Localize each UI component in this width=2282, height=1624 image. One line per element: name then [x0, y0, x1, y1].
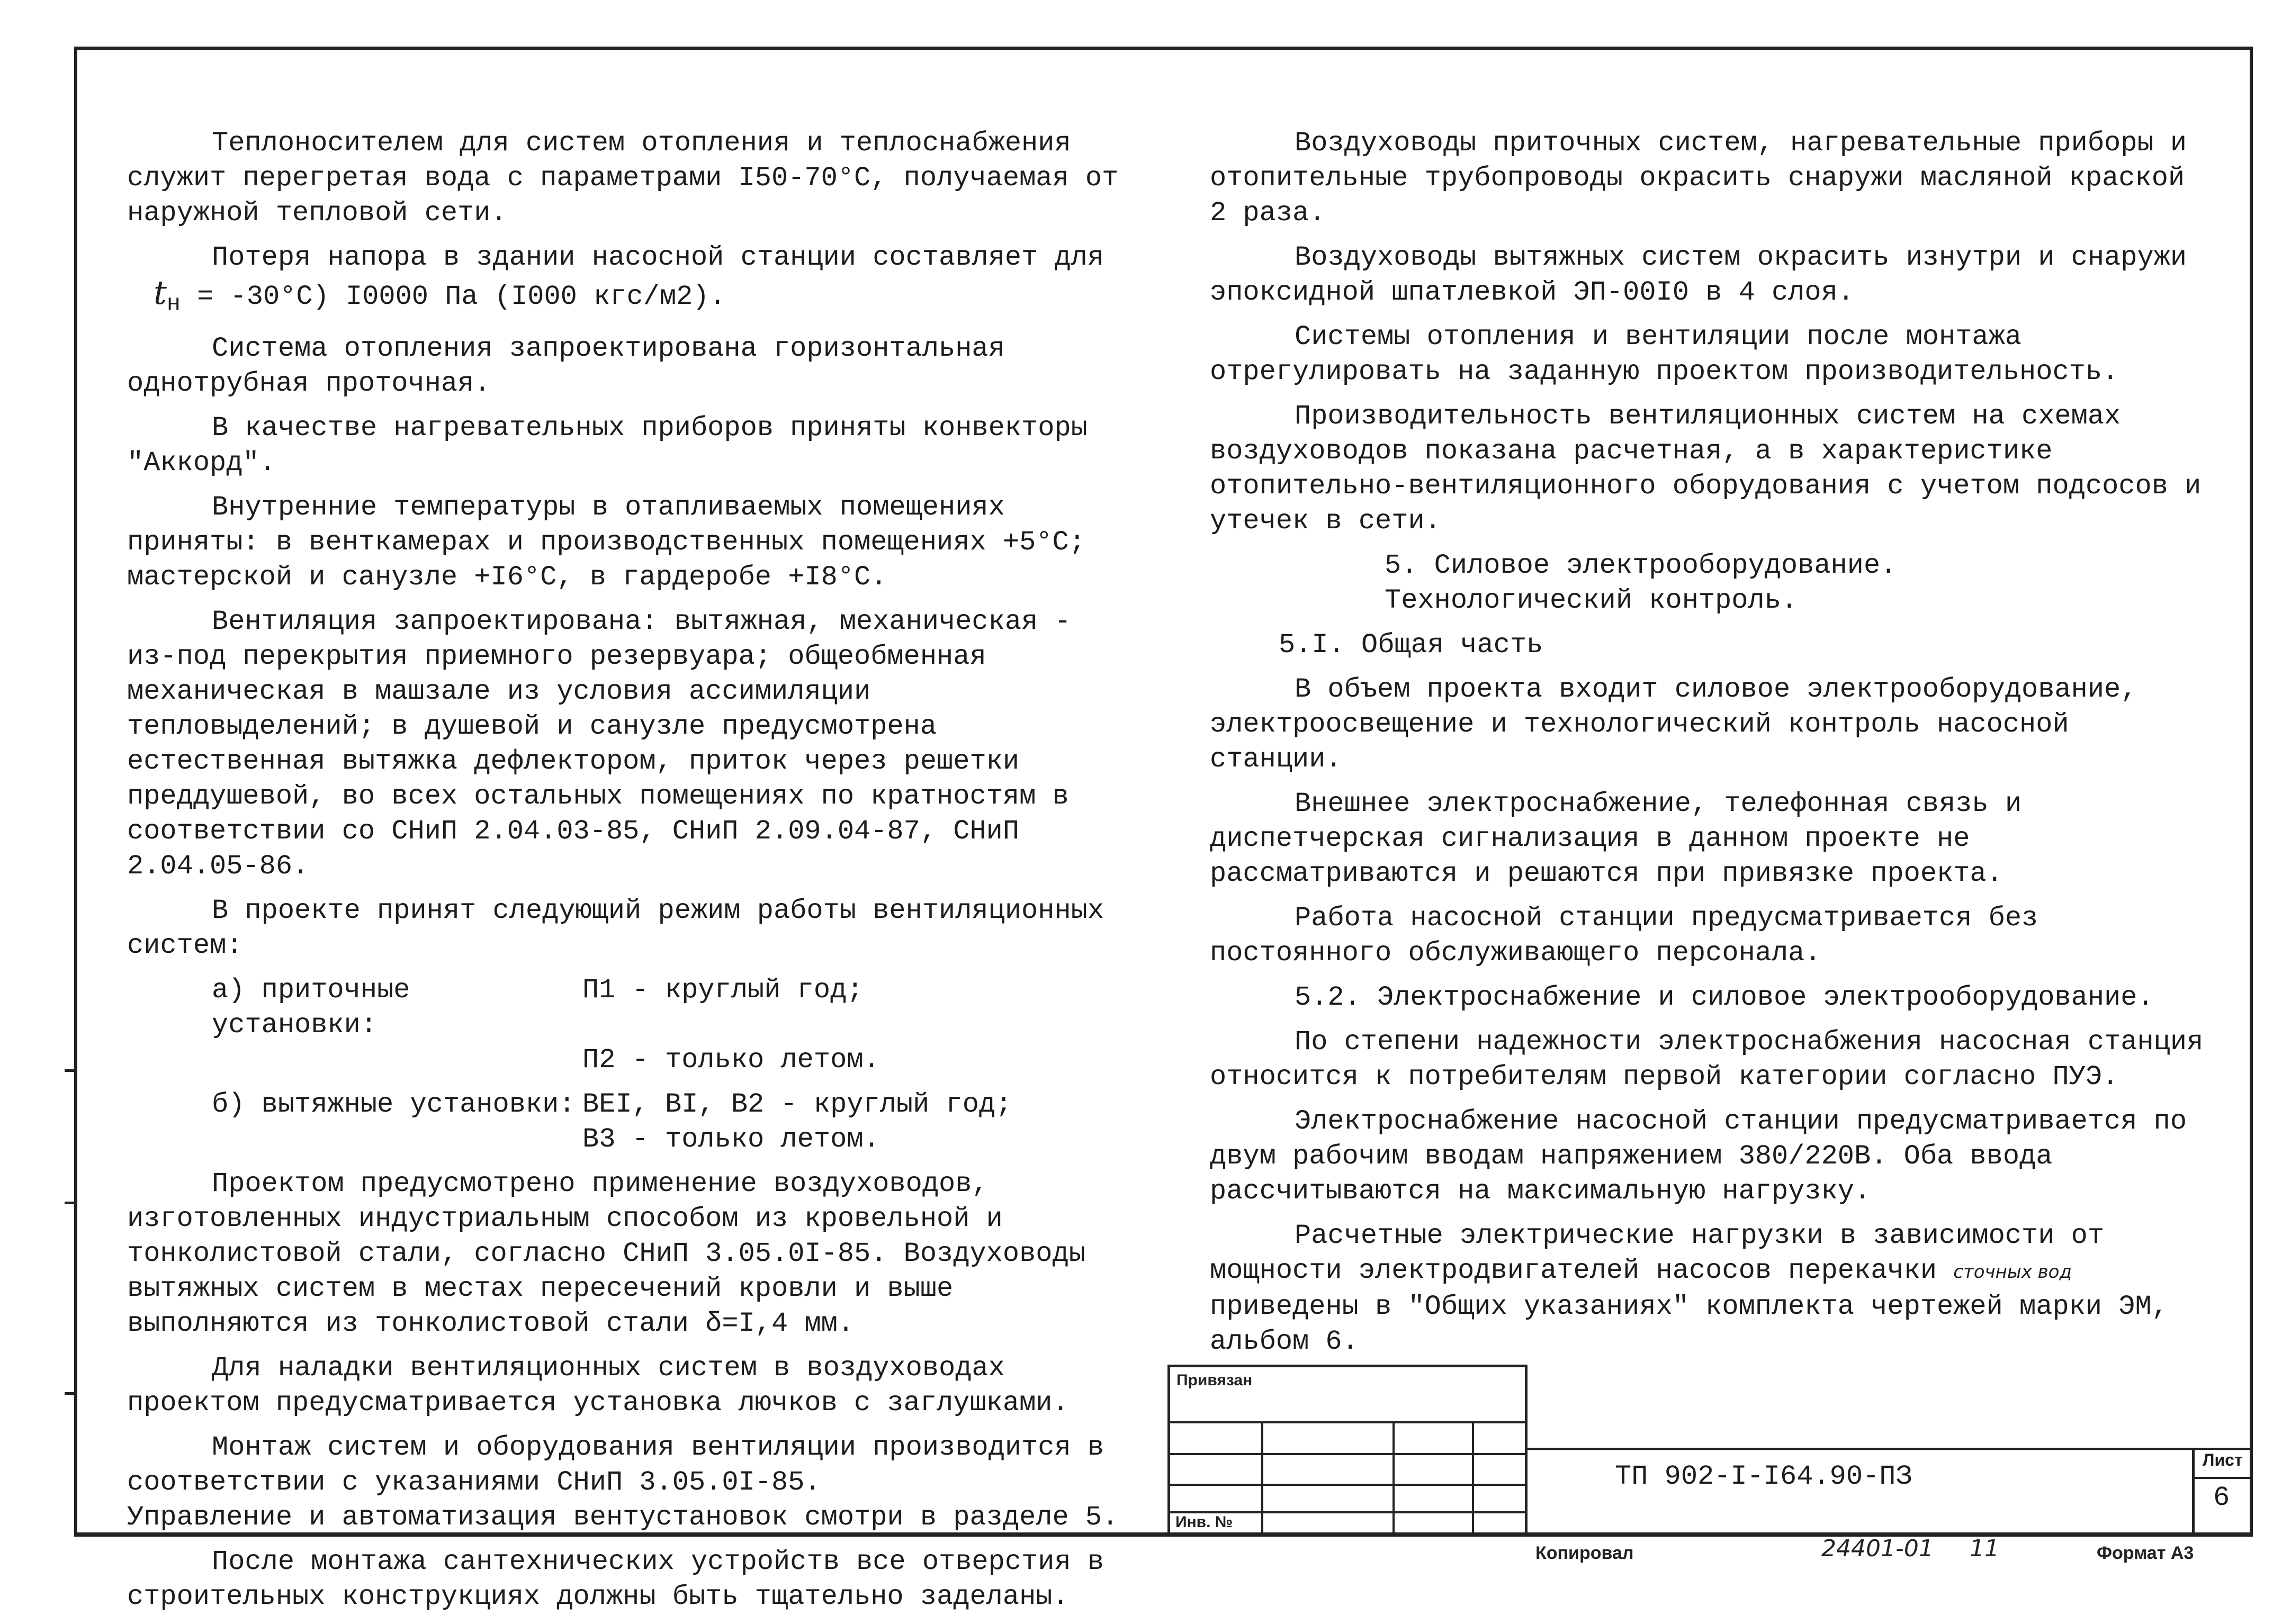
- paragraph: Работа насосной станции предусматривается без постоянного обслуживающего персонала.: [1210, 903, 2038, 969]
- list-item: П1 - круглый год;: [582, 975, 864, 1006]
- list-item: ВЕI, ВI, В2 - круглый год;: [582, 1089, 1012, 1121]
- paragraph-text: Расчетные электрические нагрузки в зависимости от мощности электродвигателей насосов перекачки: [1210, 1220, 2105, 1286]
- title-block-line: [1525, 1448, 2253, 1450]
- t-subscript: н: [166, 291, 181, 318]
- stamp-line: [1392, 1421, 1395, 1534]
- paragraph-line: Потеря напора в здании насосной станции составляет для: [212, 242, 1104, 273]
- paragraph: [1210, 1219, 2205, 1359]
- paragraph: Система отопления запроектирована горизонтальная однотрубная проточная.: [127, 333, 1005, 400]
- paragraph: Вентиляция запроектирована: вытяжная, механическая - из-под перекрытия приемного резервуара; общеобменная механическая в машзале из условия ассимиляции тепловыделений; в душевой и санузле предусмотрена естественная вытяжка дефлектором, приток через решетки преддушевой, во всех остальных помещениях по кратностям в соответствии со СНиП 2.04.03-85, СНиП 2.09.04-87, СНиП 2.04.05-86.: [127, 606, 1071, 882]
- margin-tick: [65, 1392, 75, 1395]
- sheet-label: Лист: [2203, 1450, 2243, 1469]
- left-column: [127, 126, 1133, 1624]
- list-label: а) приточные установки:: [212, 975, 410, 1041]
- section-heading: 5. Силовое электрооборудование.: [1385, 550, 1897, 581]
- supply-units-list: [212, 973, 1133, 1078]
- paragraph: Теплоносителем для систем отопления и теплоснабжения служит перегретая вода с параметрами I50-70°С, получаемая от наружной тепловой сети.: [127, 128, 1119, 229]
- margin-tick: [65, 1202, 75, 1204]
- handwritten-note: сточных вод: [1953, 1261, 2072, 1283]
- paragraph: В объем проекта входит силовое электрооборудование, электроосвещение и технологический контроль насосной станции.: [1210, 674, 2137, 775]
- paragraph: Внутренние температуры в отапливаемых помещениях приняты: в венткамерах и производственных помещениях +5°С; мастерской и санузле +I6°С, в гардеробе +I8°С.: [127, 492, 1085, 593]
- stamp-line: [1472, 1421, 1474, 1534]
- paragraph-text: приведены в "Общих указаниях" комплекта чертежей марки ЭМ, альбом 6.: [1210, 1291, 2168, 1357]
- stamp-bound-label: Привязан: [1176, 1372, 1253, 1389]
- paragraph: Воздуховоды приточных систем, нагревательные приборы и отопительные трубопроводы окрасить снаружи масляной краской 2 раза.: [1210, 128, 2187, 229]
- format-label: Формат А3: [2097, 1543, 2194, 1563]
- paragraph: По степени надежности электроснабжения насосная станция относится к потребителям первой категории согласно ПУЭ.: [1210, 1026, 2204, 1093]
- subsection-heading: 5.I. Общая часть: [1279, 629, 1543, 661]
- paragraph: Внешнее электроснабжение, телефонная связь и диспетчерская сигнализация в данном проекте не рассматриваются и решаются при привязке проекта.: [1210, 788, 2022, 889]
- paragraph: Управление и автоматизация вентустановок смотри в разделе 5.: [127, 1502, 1119, 1533]
- sheet-number: 6: [2213, 1482, 2230, 1513]
- approval-stamp: [1167, 1365, 1528, 1537]
- stamp-inventory-label: Инв. №: [1175, 1513, 1233, 1531]
- copied-label: Копировал: [1535, 1543, 1634, 1563]
- stamp-line: [1261, 1421, 1263, 1534]
- list-item: В3 - только летом.: [582, 1124, 880, 1156]
- handwritten-number: 11: [1970, 1535, 1999, 1562]
- t-symbol: t: [154, 273, 167, 312]
- list-item: П2 - только летом.: [582, 1044, 880, 1076]
- paragraph: В проекте принят следующий режим работы вентиляционных систем:: [127, 895, 1104, 962]
- document-code: ТП 902-I-I64.90-ПЗ: [1615, 1461, 1912, 1492]
- margin-tick: [65, 1069, 75, 1072]
- title-block-line: [2192, 1477, 2253, 1479]
- formula: [154, 273, 726, 318]
- right-column: [1210, 126, 2205, 1369]
- paragraph: После монтажа сантехнических устройств все отверстия в строительных конструкциях должны быть тщательно заделаны.: [127, 1546, 1104, 1613]
- paragraph: Проектом предусмотрено применение воздуховодов, изготовленных индустриальным способом из кровельной и тонколистовой стали, согласно СНиП 3.05.0I-85. Воздуховоды вытяжных систем в местах пересечений кровли и выше выполняются из тонколистовой стали δ=I,4 мм.: [127, 1168, 1085, 1340]
- subsection-heading: 5.2. Электроснабжение и силовое электрооборудование.: [1295, 982, 2154, 1013]
- paragraph: Системы отопления и вентиляции после монтажа отрегулировать на заданную проектом производительность.: [1210, 321, 2119, 387]
- exhaust-units-list: [212, 1087, 1133, 1157]
- paragraph: Электроснабжение насосной станции предусматривается по двум рабочим вводам напряжением 380/220В. Оба ввода рассчитываются на максимальную нагрузку.: [1210, 1106, 2187, 1207]
- formula-text: = -30°С) I0000 Па (I000 кгс/м2).: [180, 281, 726, 312]
- paragraph: Монтаж систем и оборудования вентиляции производится в соответствии с указаниями СНиП 3.05.0I-85.: [127, 1432, 1104, 1499]
- paragraph: Для наладки вентиляционных систем в воздуховодах проектом предусматривается установка лючков с заглушками.: [127, 1352, 1069, 1419]
- section-heading: Технологический контроль.: [1385, 585, 1798, 616]
- paragraph: [127, 240, 1133, 322]
- paragraph: В качестве нагревательных приборов приняты конвекторы "Аккорд".: [127, 412, 1088, 479]
- list-label: б) вытяжные установки:: [212, 1089, 576, 1121]
- paragraph: Производительность вентиляционных систем на схемах воздуховодов показана расчетная, а в характеристике отопительно-вентиляционного оборудования с учетом подсосов и утечек в сети.: [1210, 401, 2202, 537]
- paragraph: Воздуховоды вытяжных систем окрасить изнутри и снаружи эпоксидной шпатлевкой ЭП-00I0 в 4 слоя.: [1210, 242, 2187, 308]
- archive-number: 24401-01: [1821, 1535, 1934, 1562]
